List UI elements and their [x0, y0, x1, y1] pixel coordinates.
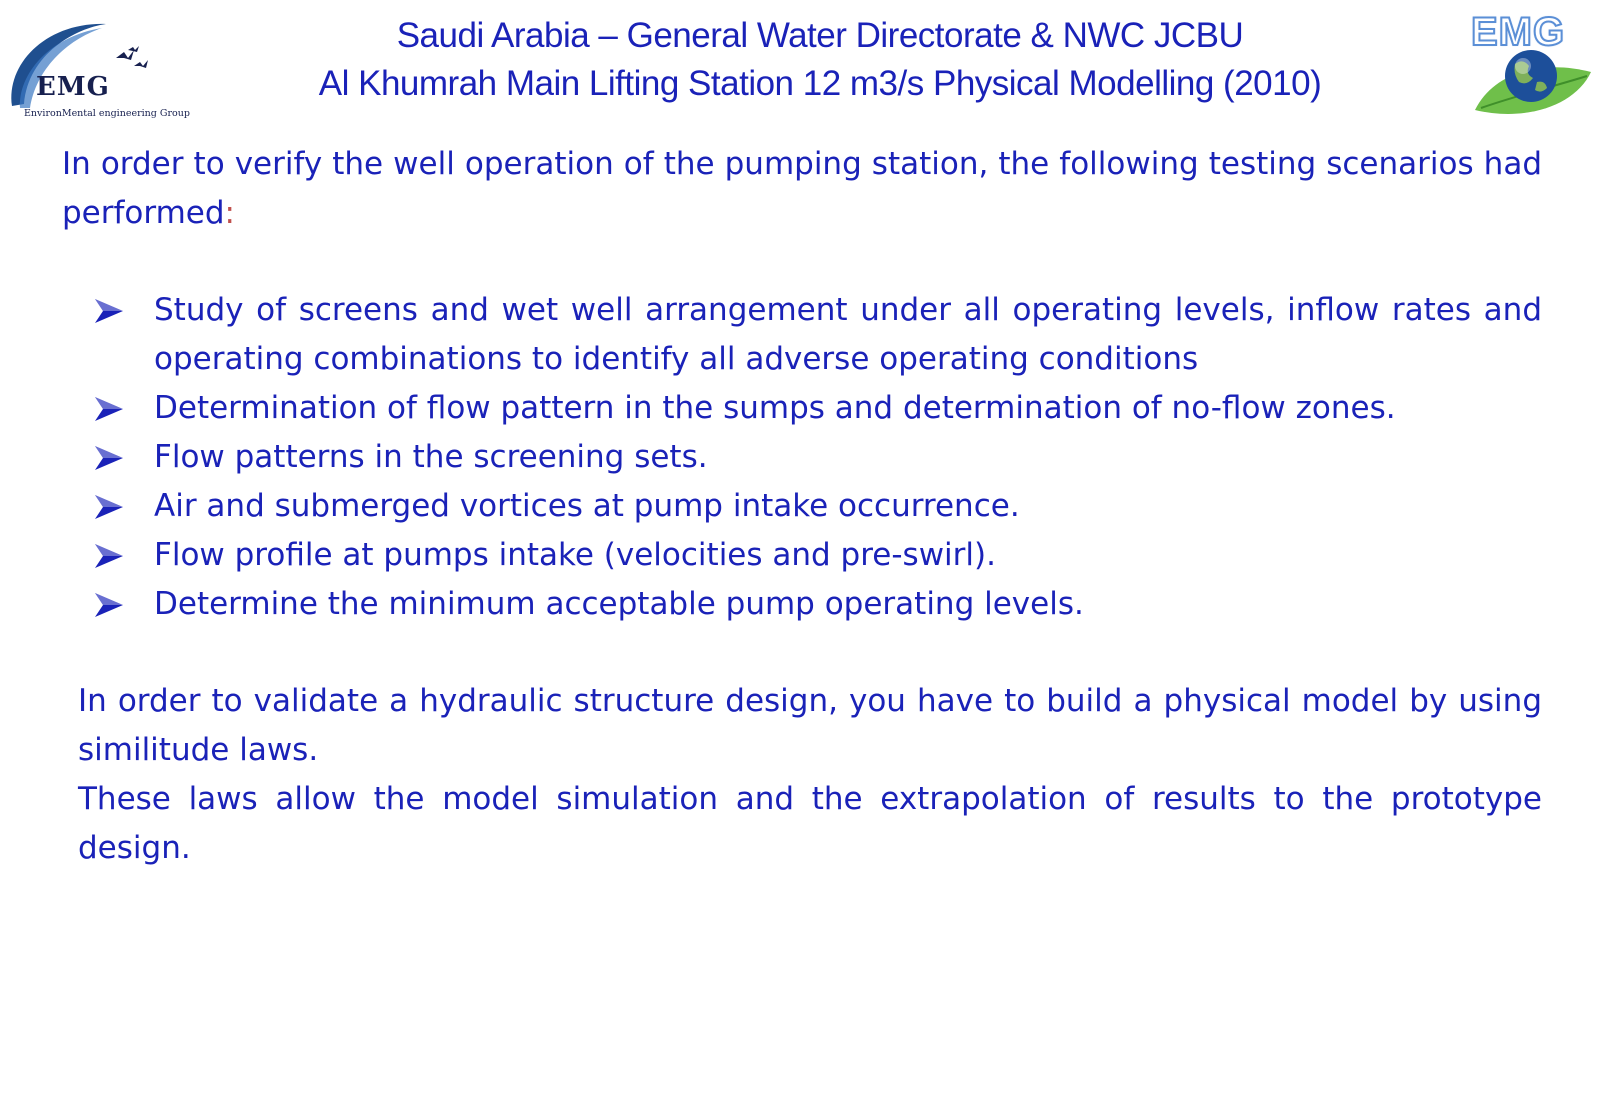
list-item [62, 531, 1542, 580]
intro-colon: : [224, 195, 235, 231]
slide-header [0, 0, 1600, 130]
list-item-text: Air and submerged vortices at pump intake occurrence. [154, 488, 1020, 524]
scenario-list [62, 286, 1542, 629]
list-item [62, 482, 1542, 531]
list-item-text: Determine the minimum acceptable pump operating levels. [154, 586, 1084, 622]
closing-section [78, 677, 1542, 873]
arrow-bullet-icon [94, 298, 124, 324]
intro-text: In order to verify the well operation of the pumping station, the following testing scenarios had performed [62, 146, 1542, 231]
arrow-bullet-icon [94, 543, 124, 569]
arrow-bullet-icon [94, 445, 124, 471]
list-item [62, 286, 1542, 384]
list-item-text: Flow profile at pumps intake (velocities and pre-swirl). [154, 537, 996, 573]
list-item-text: Determination of flow pattern in the sumps and determination of no-flow zones. [154, 390, 1396, 426]
arrow-bullet-icon [94, 396, 124, 422]
arrow-bullet-icon [94, 494, 124, 520]
swoosh-birds-icon [6, 14, 196, 120]
intro-paragraph [62, 140, 1542, 238]
slide-body [62, 140, 1542, 873]
title-line-1: Saudi Arabia – General Water Directorate & NWC JCBU [396, 16, 1244, 55]
emg-logo-subtext: EnvironMental engineering Group [24, 108, 190, 119]
closing-paragraph-1: In order to validate a hydraulic structure design, you have to build a physical model by using similitude laws. [78, 683, 1542, 768]
list-item [62, 384, 1542, 433]
list-item-text: Flow patterns in the screening sets. [154, 439, 708, 475]
list-item [62, 433, 1542, 482]
emg-logo-text: EMG [36, 72, 110, 102]
slide-title [210, 12, 1430, 108]
list-item-text: Study of screens and wet well arrangement under all operating levels, inflow rates and operating combinations to identify all adverse operating conditions [154, 292, 1542, 377]
arrow-bullet-icon [94, 592, 124, 618]
title-line-2: Al Khumrah Main Lifting Station 12 m3/s Physical Modelling (2010) [318, 64, 1322, 103]
emg-logo-right-text: EMG [1471, 10, 1566, 54]
list-item [62, 580, 1542, 629]
emg-logo-left [6, 14, 196, 120]
closing-paragraph-2: These laws allow the model simulation and the extrapolation of results to the prototype design. [78, 781, 1542, 866]
emg-logo-right [1465, 10, 1595, 128]
